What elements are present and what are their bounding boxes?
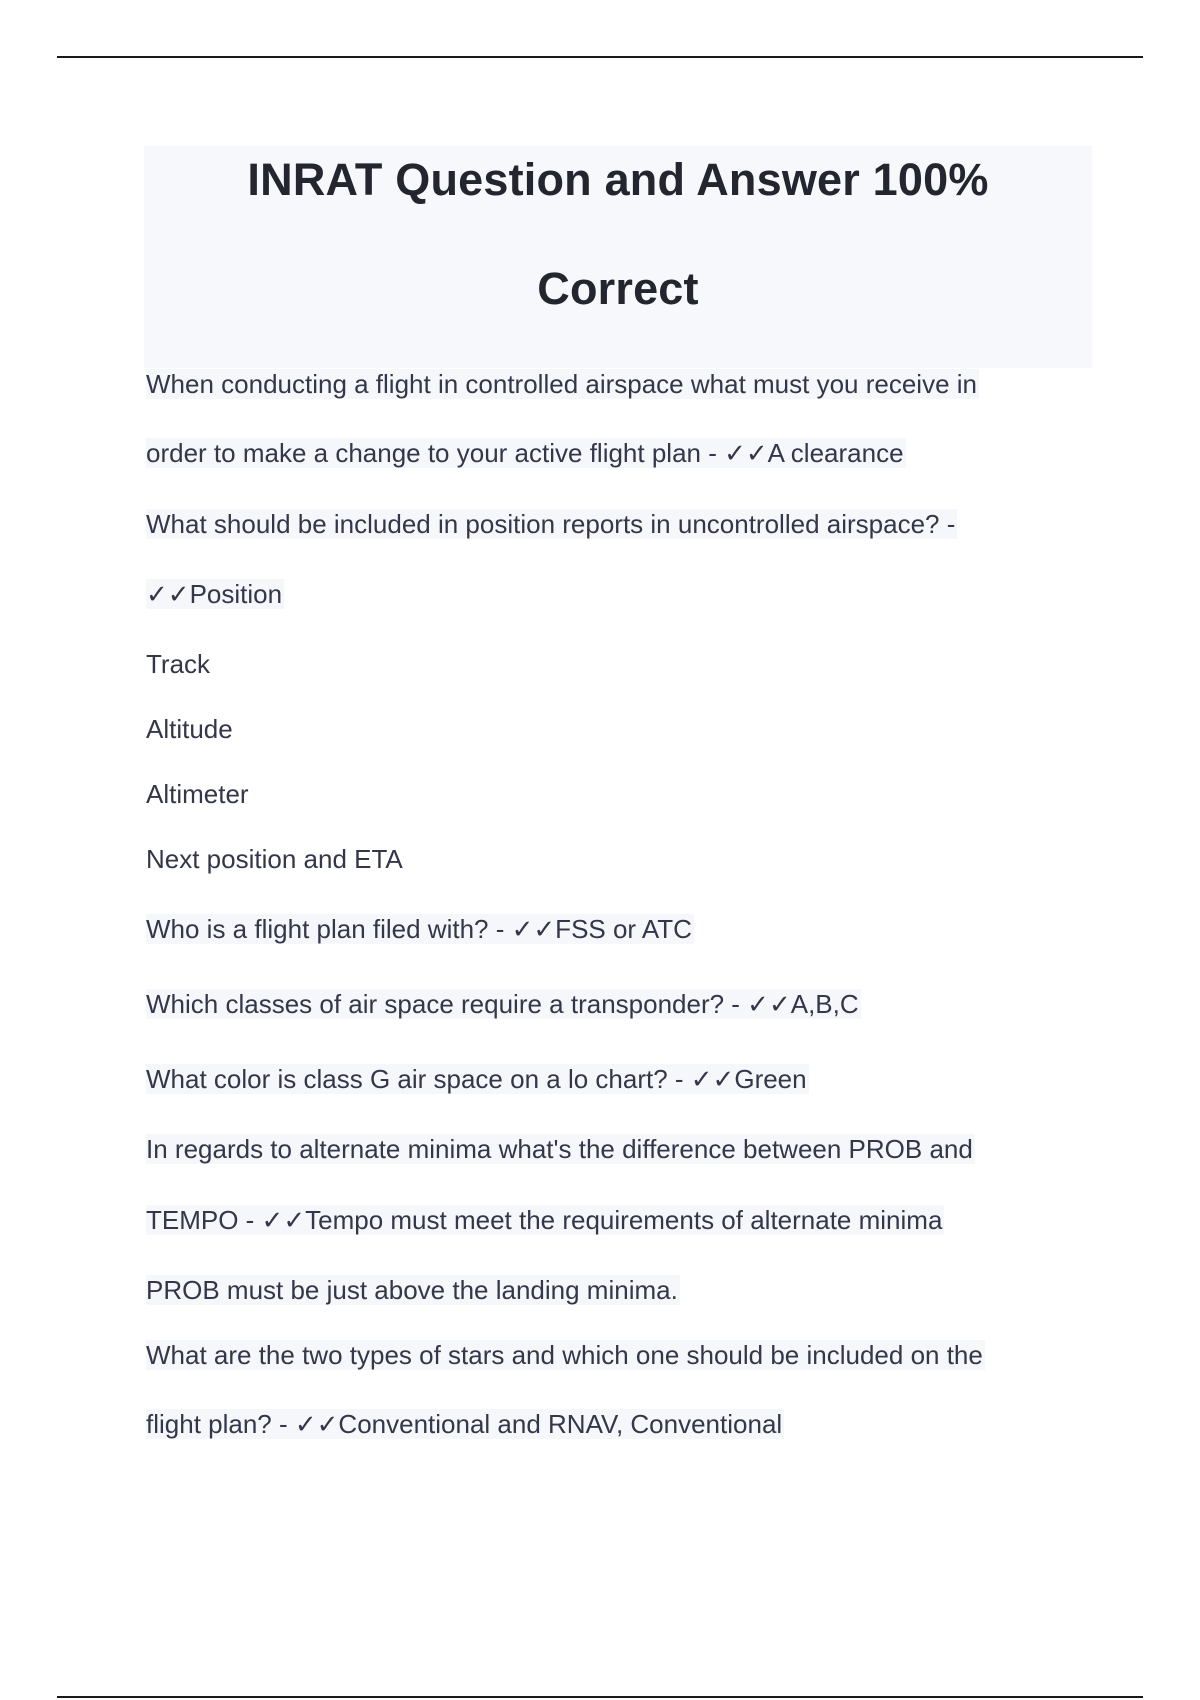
question-text: What should be included in position reports in uncontrolled airspace? - — [146, 509, 956, 539]
question-answer-text: order to make a change to your active flight plan - ✓✓A clearance — [146, 438, 904, 468]
title-line-2: Correct — [537, 263, 699, 314]
text-line — [146, 1272, 680, 1308]
top-rule — [57, 56, 1143, 58]
text-line — [146, 711, 233, 747]
text-line — [146, 435, 906, 471]
answer-text: PROB must be just above the landing minima. — [146, 1275, 678, 1305]
text-line — [146, 1131, 975, 1167]
text-line — [146, 506, 957, 542]
answer-text: ✓✓Position — [146, 579, 283, 609]
title-block — [144, 146, 1092, 368]
question-answer-text: flight plan? - ✓✓Conventional and RNAV, Conventional — [146, 1409, 783, 1439]
text-line — [146, 986, 861, 1022]
bottom-rule — [57, 1696, 1143, 1698]
text-line — [146, 646, 210, 682]
question-answer-text: What color is class G air space on a lo chart? - ✓✓Green — [146, 1064, 807, 1094]
text-line — [146, 576, 284, 612]
question-answer-text: Who is a flight plan filed with? - ✓✓FSS or ATC — [146, 914, 692, 944]
question-answer-text: TEMPO - ✓✓Tempo must meet the requirements of alternate minima — [146, 1205, 943, 1235]
question-answer-text: Which classes of air space require a transponder? - ✓✓A,B,C — [146, 989, 859, 1019]
answer-text: Track — [146, 649, 211, 679]
text-line — [146, 1202, 944, 1238]
question-text: What are the two types of stars and which one should be included on the — [146, 1340, 983, 1370]
question-text: In regards to alternate minima what's the difference between PROB and — [146, 1134, 973, 1164]
title-line-1: INRAT Question and Answer 100% — [247, 154, 989, 205]
answer-text: Altimeter — [146, 779, 249, 809]
text-line — [146, 1406, 784, 1442]
answer-text: Altitude — [146, 714, 233, 744]
text-line — [146, 841, 403, 877]
text-line — [146, 776, 249, 812]
question-text: When conducting a flight in controlled airspace what must you receive in — [146, 369, 977, 399]
answer-text: Next position and ETA — [146, 844, 403, 874]
text-line — [146, 1061, 809, 1097]
text-line — [146, 911, 694, 947]
text-line — [146, 366, 979, 402]
text-line — [146, 1337, 985, 1373]
